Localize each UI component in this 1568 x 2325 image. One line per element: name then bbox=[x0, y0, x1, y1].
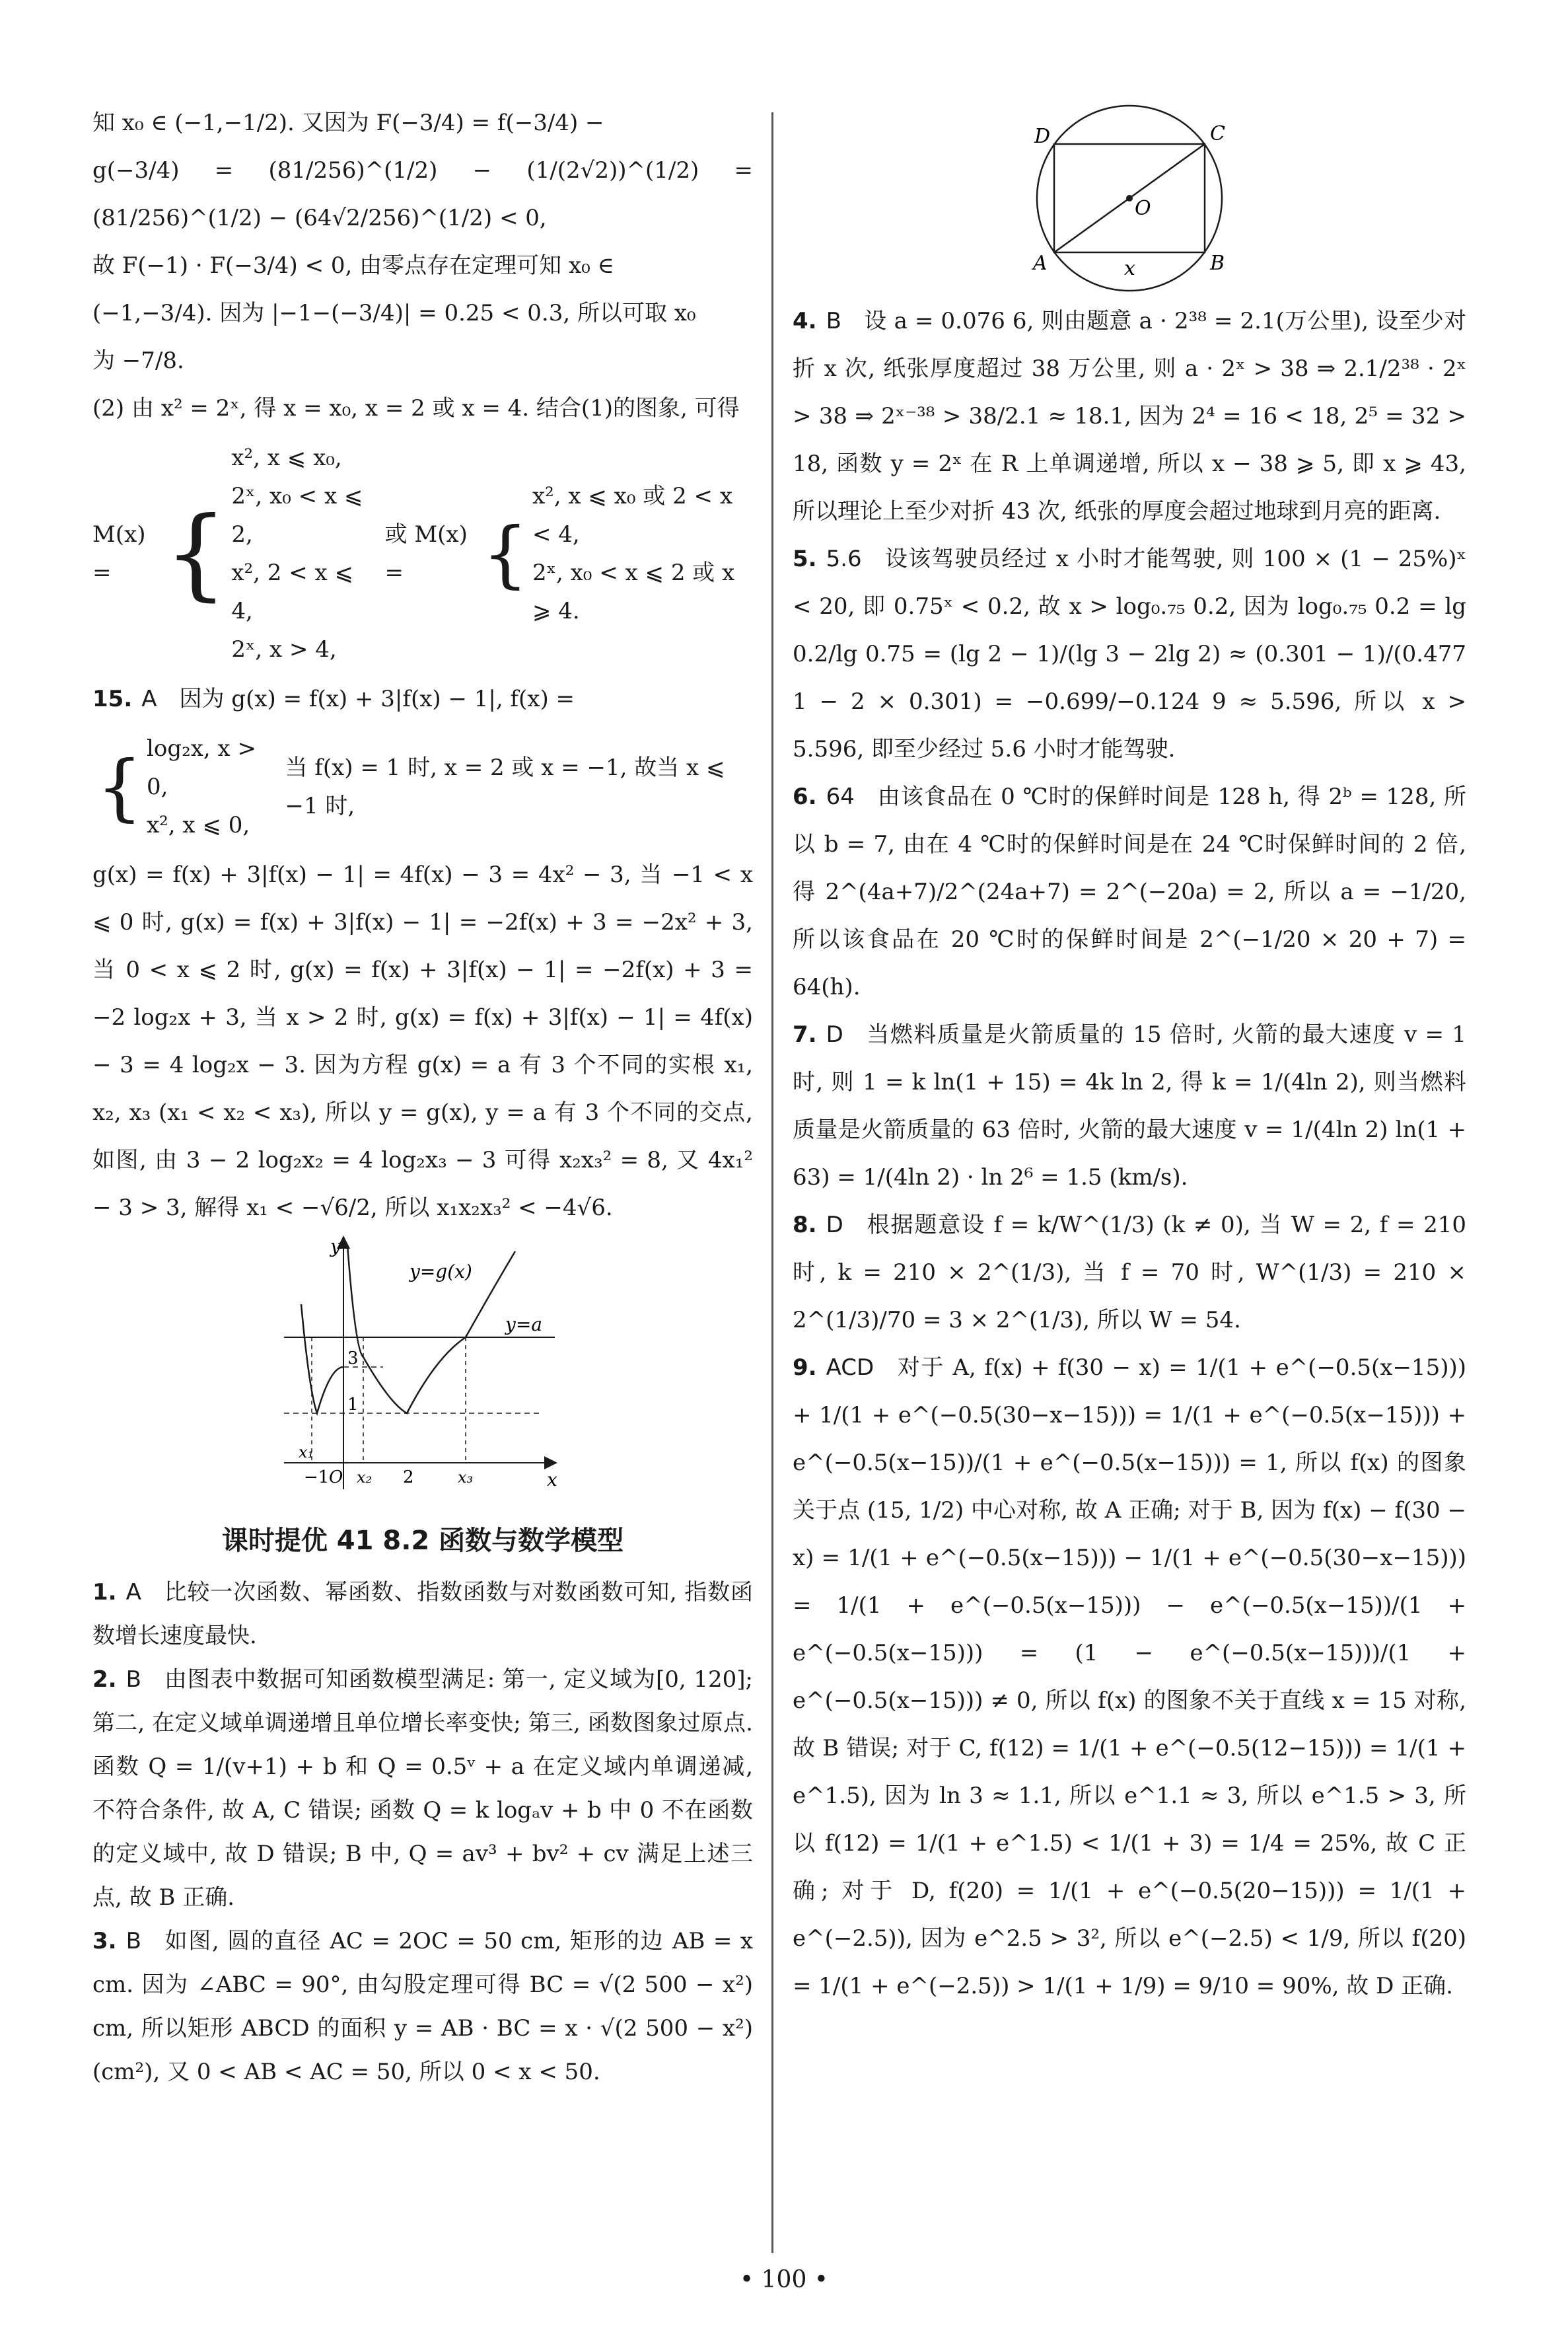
text-line: 为 −7/8. bbox=[92, 348, 184, 374]
text-line: g(−3/4) = (81/256)^(1/2) − (1/(2√2))^(1/2) = (81/256)^(1/2) − (64√2/256)^(1/2) < 0, bbox=[92, 157, 753, 231]
case-line: log₂x, x > 0, bbox=[147, 735, 256, 800]
piecewise-m bbox=[92, 439, 753, 669]
text-line: (−1,−3/4). 因为 |−1−(−3/4)| = 0.25 < 0.3, 所以可取 x₀ bbox=[92, 300, 696, 326]
graph-label-line: y=a bbox=[505, 1313, 542, 1335]
section-title: 课时提优 41 8.2 函数与数学模型 bbox=[221, 1526, 624, 1556]
graph-tick-neg1: −1 bbox=[304, 1467, 330, 1487]
answer-key: A bbox=[125, 1579, 141, 1605]
column-divider bbox=[771, 112, 773, 2253]
label-o: O bbox=[1135, 197, 1151, 220]
graph-label-curve: y=g(x) bbox=[410, 1261, 472, 1282]
page-number: • 100 • bbox=[739, 2266, 829, 2293]
question-2 bbox=[92, 1658, 753, 1919]
question-number: 8. bbox=[793, 1212, 817, 1238]
case-line: 2ˣ, x₀ < x ⩽ 2, bbox=[231, 483, 363, 548]
answer-key: 5.6 bbox=[826, 546, 862, 572]
m-or-label: 或 M(x) = bbox=[384, 521, 468, 586]
explanation: 当燃料质量是火箭质量的 15 倍时, 火箭的最大速度 v = 1 时, 则 1 = k ln(1 + 15) = 4k ln 2, 得 k = 1/(4ln 2), 则当燃料质量是火箭质量的 63 倍时, 火箭的最大速度 v = 1/(4ln 2) ln(1 + 63) = 1/(4ln 2) · ln 2⁶ = 1.5 (km/s). bbox=[793, 1021, 1466, 1191]
left-column bbox=[92, 99, 753, 2094]
explanation: 由图表中数据可知函数模型满足: 第一, 定义域为[0, 120]; 第二, 在定义域单调递增且单位增长率变快; 第三, 函数图象过原点. 函数 Q = 1/(v+1) + b 和 Q = 0.5ᵛ + a 在定义域内单调递减, 不符合条件, 故 A, C 错误; 函数 Q = k logₐv + b 中 0 不在函数的定义域中, 故 D 错误; B 中, Q = av³ + bv² + cv 满足上述三点, 故 B 正确. bbox=[92, 1666, 753, 1911]
question-4 bbox=[793, 297, 1466, 535]
brace-symbol: { bbox=[96, 745, 143, 829]
graph-tick-3: 3 bbox=[347, 1348, 359, 1368]
graph-label-x: x bbox=[547, 1469, 557, 1491]
explanation: 如图, 圆的直径 AC = 2OC = 50 cm, 矩形的边 AB = x cm. 因为 ∠ABC = 90°, 由勾股定理可得 BC = √(2 500 − x²) cm, 所以矩形 ABCD 的面积 y = AB · BC = x · √(2 500 − x²) (cm²), 又 0 < AB < AC = 50, 所以 0 < x < 50. bbox=[92, 1928, 753, 2085]
question-15-body: g(x) = f(x) + 3|f(x) − 1| = 4f(x) − 3 = 4x² − 3, 当 −1 < x ⩽ 0 时, g(x) = f(x) + 3|f(x) − 1| = −2f(x) + 3 = −2x² + 3, 当 0 < x ⩽ 2 时, g(x) = f(x) + 3|f(x) − 1| = −2f(x) + 3 = −2 log₂x + 3, 当 x > 2 时, g(x) = f(x) + 3|f(x) − 1| = 4f(x) − 3 = 4 log₂x − 3. 因为方程 g(x) = a 有 3 个不同的实根 x₁, x₂, x₃ (x₁ < x₂ < x₃), 所以 y = g(x), y = a 有 3 个不同的交点, 如图, 由 3 − 2 log₂x₂ = 4 log₂x₃ − 3 可得 x₂x₃² = 8, 又 4x₁² − 3 > 3, 解得 x₁ < −√6/2, 所以 x₁x₂x₃² < −4√6. bbox=[92, 862, 753, 1221]
answer-key: D bbox=[826, 1021, 843, 1048]
label-a: A bbox=[1033, 252, 1048, 275]
center-dot bbox=[1126, 195, 1133, 202]
answer-key: D bbox=[826, 1212, 843, 1238]
case-line: x², x ⩽ 0, bbox=[147, 812, 250, 838]
explanation: 由该食品在 0 ℃时的保鲜时间是 128 h, 得 2ᵇ = 128, 所以 b = 7, 由在 4 ℃时的保鲜时间是在 24 ℃时保鲜时间的 2 倍, 得 2^(4a+7)/2^(24a+7) = 2^(−20a) = 2, 所以 a = −1/20, 所以该食品在 20 ℃时的保鲜时间是 2^(−1/20 × 20 + 7) = 64(h). bbox=[793, 784, 1466, 1000]
answer-key: B bbox=[125, 1666, 141, 1693]
brace-symbol: { bbox=[481, 511, 528, 596]
answer-key: ACD bbox=[826, 1354, 874, 1381]
question-6 bbox=[793, 773, 1466, 1011]
m-label: M(x) = bbox=[92, 521, 146, 586]
explanation: 比较一次函数、幂函数、指数函数与对数函数可知, 指数函数增长速度最快. bbox=[92, 1579, 753, 1649]
question-7 bbox=[793, 1011, 1466, 1201]
answer-key: B bbox=[826, 308, 841, 334]
piecewise-f bbox=[92, 729, 753, 844]
case-line: x², x ⩽ x₀ 或 2 < x < 4, bbox=[532, 483, 732, 548]
label-c: C bbox=[1210, 122, 1225, 145]
question-number: 1. bbox=[92, 1579, 117, 1605]
case-line: 2ˣ, x₀ < x ⩽ 2 或 x ⩾ 4. bbox=[532, 560, 735, 624]
question-8 bbox=[793, 1201, 1466, 1344]
question-3 bbox=[92, 1919, 753, 2094]
question-1 bbox=[92, 1570, 753, 1658]
graph-x1: x₁ bbox=[299, 1443, 314, 1461]
explanation: 对于 A, f(x) + f(30 − x) = 1/(1 + e^(−0.5(x−15))) + 1/(1 + e^(−0.5(30−x−15))) = 1/(1 + e^(−0.5(x−15))) + e^(−0.5(x−15))/(1 + e^(−0.5(x−15))) = 1, 所以 f(x) 的图象关于点 (15, 1/2) 中心对称, 故 A 正确; 对于 B, 因为 f(x) − f(30 − x) = 1/(1 + e^(−0.5(x−15))) − 1/(1 + e^(−0.5(30−x−15))) = 1/(1 + e^(−0.5(x−15))) − e^(−0.5(x−15))/(1 + e^(−0.5(x−15))) = (1 − e^(−0.5(x−15)))/(1 + e^(−0.5(x−15))) ≠ 0, 所以 f(x) 的图象不关于直线 x = 15 对称, 故 B 错误; 对于 C, f(12) = 1/(1 + e^(−0.5(12−15))) = 1/(1 + e^1.5), 因为 ln 3 ≈ 1.1, 所以 e^1.1 ≈ 3, 所以 e^1.5 > 3, 所以 f(12) = 1/(1 + e^1.5) < 1/(1 + 3) = 1/4 = 25%, 故 C 正确; 对于 D, f(20) = 1/(1 + e^(−0.5(20−15))) = 1/(1 + e^(−2.5)), 因为 e^2.5 > 3², 所以 e^(−2.5) < 1/9, 所以 f(20) = 1/(1 + e^(−2.5)) > 1/(1 + 1/9) = 9/10 = 90%, 故 D 正确. bbox=[793, 1354, 1466, 1999]
question-15 bbox=[92, 675, 753, 723]
circle-figure bbox=[1011, 99, 1248, 297]
answer-key: A bbox=[141, 686, 157, 712]
case-line: 2ˣ, x > 4, bbox=[231, 636, 337, 663]
question-number: 3. bbox=[92, 1928, 117, 1954]
curve-left bbox=[301, 1304, 343, 1413]
answer-key: 64 bbox=[826, 784, 855, 810]
brace-symbol: { bbox=[164, 496, 228, 611]
text-line: 故 F(−1) · F(−3/4) < 0, 由零点存在定理可知 x₀ ∈ bbox=[92, 252, 614, 279]
m-cases bbox=[231, 439, 369, 669]
text-line: 因为 g(x) = f(x) + 3|f(x) − 1|, f(x) = bbox=[179, 686, 575, 712]
question-9 bbox=[793, 1344, 1466, 2010]
label-d: D bbox=[1034, 125, 1051, 148]
graph-label-y: y bbox=[330, 1236, 341, 1257]
explanation: 设 a = 0.076 6, 则由题意 a · 2³⁸ = 2.1(万公里), 设至少对折 x 次, 纸张厚度超过 38 万公里, 则 a · 2ˣ > 38 ⇒ 2.1/2³⁸ · 2ˣ > 38 ⇒ 2ˣ⁻³⁸ > 38/2.1 ≈ 18.1, 因为 2⁴ = 16 < 18, 2⁵ = 32 > 18, 函数 y = 2ˣ 在 R 上单调递增, 所以 x − 38 ⩾ 5, 即 x ⩾ 43, 所以理论上至少对折 43 次, 纸张的厚度会超过地球到月亮的距离. bbox=[793, 308, 1466, 525]
question-number: 4. bbox=[793, 308, 817, 334]
m2-cases bbox=[532, 477, 753, 630]
question-number: 6. bbox=[793, 784, 817, 810]
graph-x2: x₂ bbox=[357, 1468, 373, 1487]
question-number: 9. bbox=[793, 1354, 817, 1381]
question-number: 5. bbox=[793, 546, 817, 572]
graph-tick-1: 1 bbox=[347, 1395, 359, 1415]
case-line: x², 2 < x ⩽ 4, bbox=[231, 560, 354, 624]
answer-key: B bbox=[125, 1928, 141, 1954]
label-b: B bbox=[1210, 252, 1225, 275]
question-number: 7. bbox=[793, 1021, 817, 1048]
graph-x3: x₃ bbox=[458, 1468, 474, 1487]
text-line: 当 f(x) = 1 时, x = 2 或 x = −1, 故当 x ⩽ −1 时, bbox=[285, 755, 725, 819]
graph-tick-2: 2 bbox=[403, 1467, 414, 1487]
explanation: 根据题意设 f = k/W^(1/3) (k ≠ 0), 当 W = 2, f = 210 时, k = 210 × 2^(1/3), 当 f = 70 时, W^(1/3) = 210 × 2^(1/3)/70 = 3 × 2^(1/3), 所以 W = 54. bbox=[793, 1212, 1466, 1333]
question-5 bbox=[793, 535, 1466, 773]
graph-origin: O bbox=[329, 1467, 343, 1487]
question-number: 2. bbox=[92, 1666, 117, 1693]
case-line: x², x ⩽ x₀, bbox=[231, 445, 342, 471]
right-column bbox=[793, 99, 1466, 2010]
graph-figure bbox=[277, 1232, 568, 1496]
text-line: (2) 由 x² = 2ˣ, 得 x = x₀, x = 2 或 x = 4. 结合(1)的图象, 可得 bbox=[92, 395, 740, 422]
text-line: 知 x₀ ∈ (−1,−1/2). 又因为 F(−3/4) = f(−3/4) − bbox=[92, 110, 604, 136]
label-x: x bbox=[1124, 257, 1135, 280]
f-cases bbox=[147, 729, 271, 844]
question-number: 15. bbox=[92, 686, 133, 712]
explanation: 设该驾驶员经过 x 小时才能驾驶, 则 100 × (1 − 25%)ˣ < 20, 即 0.75ˣ < 0.2, 故 x > log₀.₇₅ 0.2, 因为 log₀.₇₅ 0.2 = lg 0.2/lg 0.75 = (lg 2 − 1)/(lg 3 − 2lg 2) ≈ (0.301 − 1)/(0.477 1 − 2 × 0.301) = −0.699/−0.124 9 ≈ 5.596, 所以 x > 5.596, 即至少经过 5.6 小时才能驾驶. bbox=[793, 546, 1466, 762]
